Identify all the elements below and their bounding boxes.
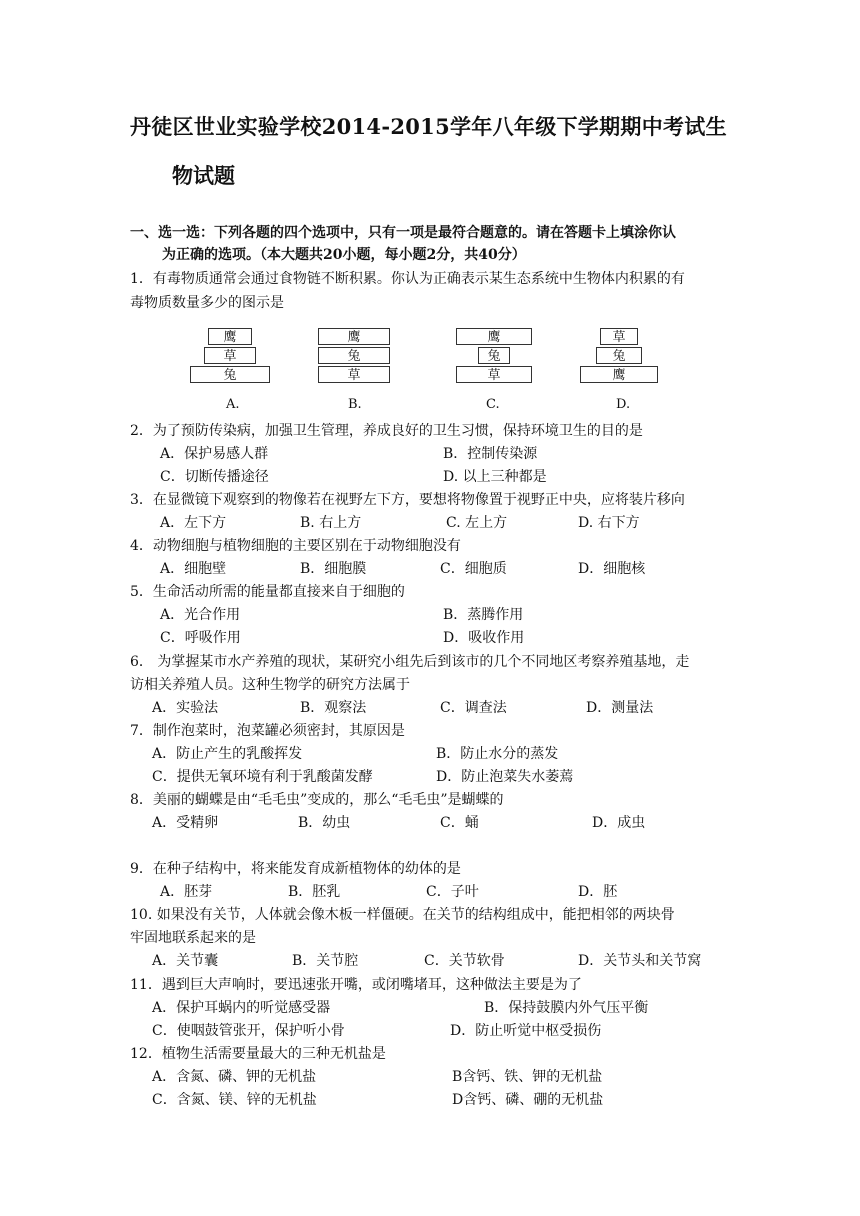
question-11-option-a: A．保护耳蜗内的听觉感受器 <box>152 1000 331 1016</box>
pyramid-bottom-box: 草 <box>318 366 390 383</box>
question-6-option-a: A．实验法 <box>152 700 219 716</box>
pyramid-mid-box: 兔 <box>478 347 510 364</box>
question-10-stem-line2: 牢固地联系起来的是 <box>130 930 256 946</box>
question-9-option-d: D．胚 <box>578 884 618 900</box>
question-12-option-d: D含钙、磷、硼的无机盐 <box>452 1092 604 1108</box>
question-4-option-c: C．细胞质 <box>440 561 507 577</box>
pyramid-top-box: 草 <box>600 328 638 345</box>
pyramid-bottom-box: 兔 <box>190 366 270 383</box>
question-2-stem: 2．为了预防传染病，加强卫生管理，养成良好的卫生习惯，保持环境卫生的目的是 <box>130 423 643 439</box>
pyramid-bottom-box: 鹰 <box>580 366 658 383</box>
figure-label: B. <box>348 397 362 412</box>
question-6-option-c: C．调查法 <box>440 700 507 716</box>
pyramid-bottom-box: 草 <box>456 366 532 383</box>
question-7-option-b: B．防止水分的蒸发 <box>436 746 559 762</box>
question-11-option-c: C．使咽鼓管张开，保护听小骨 <box>152 1023 345 1039</box>
question-9-option-a: A．胚芽 <box>160 884 213 900</box>
question-10-stem-line1: 10. 如果没有关节，人体就会像木板一样僵硬。在关节的结构组成中，能把相邻的两块骨 <box>130 907 675 923</box>
figure-label: A. <box>226 397 240 412</box>
pyramid-mid-box: 兔 <box>596 347 642 364</box>
question-8-option-d: D．成虫 <box>592 815 646 831</box>
question-10-option-c: C．关节软骨 <box>424 953 505 969</box>
question-8-option-b: B．幼虫 <box>298 815 351 831</box>
question-2-option-a: A．保护易感人群 <box>160 446 269 462</box>
question-6-option-b: B．观察法 <box>300 700 367 716</box>
question-9-option-b: B．胚乳 <box>288 884 341 900</box>
question-7-option-a: A．防止产生的乳酸挥发 <box>152 746 303 762</box>
question-9-option-c: C．子叶 <box>426 884 479 900</box>
question-1-stem-line1: 1．有毒物质通常会通过食物链不断积累。你认为正确表示某生态系统中生物体内积累的有 <box>130 271 685 287</box>
question-12-stem: 12．植物生活需要量最大的三种无机盐是 <box>130 1046 386 1062</box>
question-5-stem: 5．生命活动所需的能量都直接来自于细胞的 <box>130 584 405 600</box>
question-11-stem: 11．遇到巨大声响时，要迅速张开嘴，或闭嘴堵耳，这种做法主要是为了 <box>130 977 582 993</box>
question-3-stem: 3．在显微镜下观察到的物像若在视野左下方，要想将物像置于视野正中央，应将装片移向 <box>130 492 685 508</box>
question-4-option-b: B．细胞膜 <box>300 561 367 577</box>
question-4-option-a: A．细胞壁 <box>160 561 227 577</box>
question-3-option-a: A．左下方 <box>160 515 227 531</box>
question-6-stem-line2: 访相关养殖人员。这种生物学的研究方法属于 <box>130 677 410 693</box>
question-7-option-c: C．提供无氧环境有利于乳酸菌发酵 <box>152 769 373 785</box>
pyramid-top-box: 鹰 <box>318 328 390 345</box>
question-10-option-d: D．关节头和关节窝 <box>578 953 702 969</box>
question-7-option-d: D．防止泡菜失水萎蔫 <box>436 769 574 785</box>
question-12-option-b: B含钙、铁、钾的无机盐 <box>452 1069 603 1085</box>
question-1-stem-line2: 毒物质数量多少的图示是 <box>130 295 284 311</box>
question-3-option-b: B. 右上方 <box>300 515 362 531</box>
question-11-option-d: D．防止听觉中枢受损伤 <box>450 1023 602 1039</box>
exam-title-line2: 物试题 <box>172 163 235 188</box>
question-12-option-a: A．含氮、磷、钾的无机盐 <box>152 1069 317 1085</box>
question-8-stem: 8．美丽的蝴蝶是由“毛毛虫”变成的，那么“毛毛虫”是蝴蝶的 <box>130 792 504 808</box>
question-5-option-d: D．吸收作用 <box>443 630 525 646</box>
question-2-option-c: C．切断传播途径 <box>160 469 269 485</box>
question-3-option-c: C. 左上方 <box>446 515 508 531</box>
question-4-option-d: D．细胞核 <box>578 561 646 577</box>
figure-label: C. <box>486 397 500 412</box>
pyramid-top-box: 鹰 <box>208 328 252 345</box>
figure-label: D. <box>616 397 631 412</box>
question-9-stem: 9．在种子结构中，将来能发育成新植物体的幼体的是 <box>130 861 461 877</box>
question-5-option-a: A．光合作用 <box>160 607 241 623</box>
pyramid-mid-box: 兔 <box>318 347 390 364</box>
question-6-option-d: D．测量法 <box>586 700 654 716</box>
question-8-option-c: C．蛹 <box>440 815 479 831</box>
question-11-option-b: B．保持鼓膜内外气压平衡 <box>484 1000 649 1016</box>
exam-title-line1: 丹徒区世业实验学校2014-2015学年八年级下学期期中考试生 <box>130 114 727 139</box>
question-4-stem: 4．动物细胞与植物细胞的主要区别在于动物细胞没有 <box>130 538 461 554</box>
question-8-option-a: A．受精卵 <box>152 815 219 831</box>
question-5-option-b: B．蒸腾作用 <box>443 607 524 623</box>
question-5-option-c: C．呼吸作用 <box>160 630 241 646</box>
section-instructions-line2: 为正确的选项。（本大题共20小题，每小题2分，共40分） <box>162 247 526 263</box>
question-3-option-d: D. 右下方 <box>578 515 640 531</box>
question-2-option-d: D. 以上三种都是 <box>443 469 547 485</box>
question-7-stem: 7．制作泡菜时，泡菜罐必须密封，其原因是 <box>130 723 405 739</box>
question-6-stem-line1: 6． 为掌握某市水产养殖的现状，某研究小组先后到该市的几个不同地区考察养殖基地，走 <box>130 654 690 670</box>
question-2-option-b: B．控制传染源 <box>443 446 538 462</box>
question-10-option-a: A．关节囊 <box>152 953 219 969</box>
pyramid-top-box: 鹰 <box>456 328 532 345</box>
question-10-option-b: B．关节腔 <box>292 953 359 969</box>
pyramid-mid-box: 草 <box>204 347 256 364</box>
section-instructions-line1: 一、选一选：下列各题的四个选项中，只有一项是最符合题意的。请在答题卡上填涂你认 <box>130 225 676 241</box>
question-12-option-c: C．含氮、镁、锌的无机盐 <box>152 1092 317 1108</box>
